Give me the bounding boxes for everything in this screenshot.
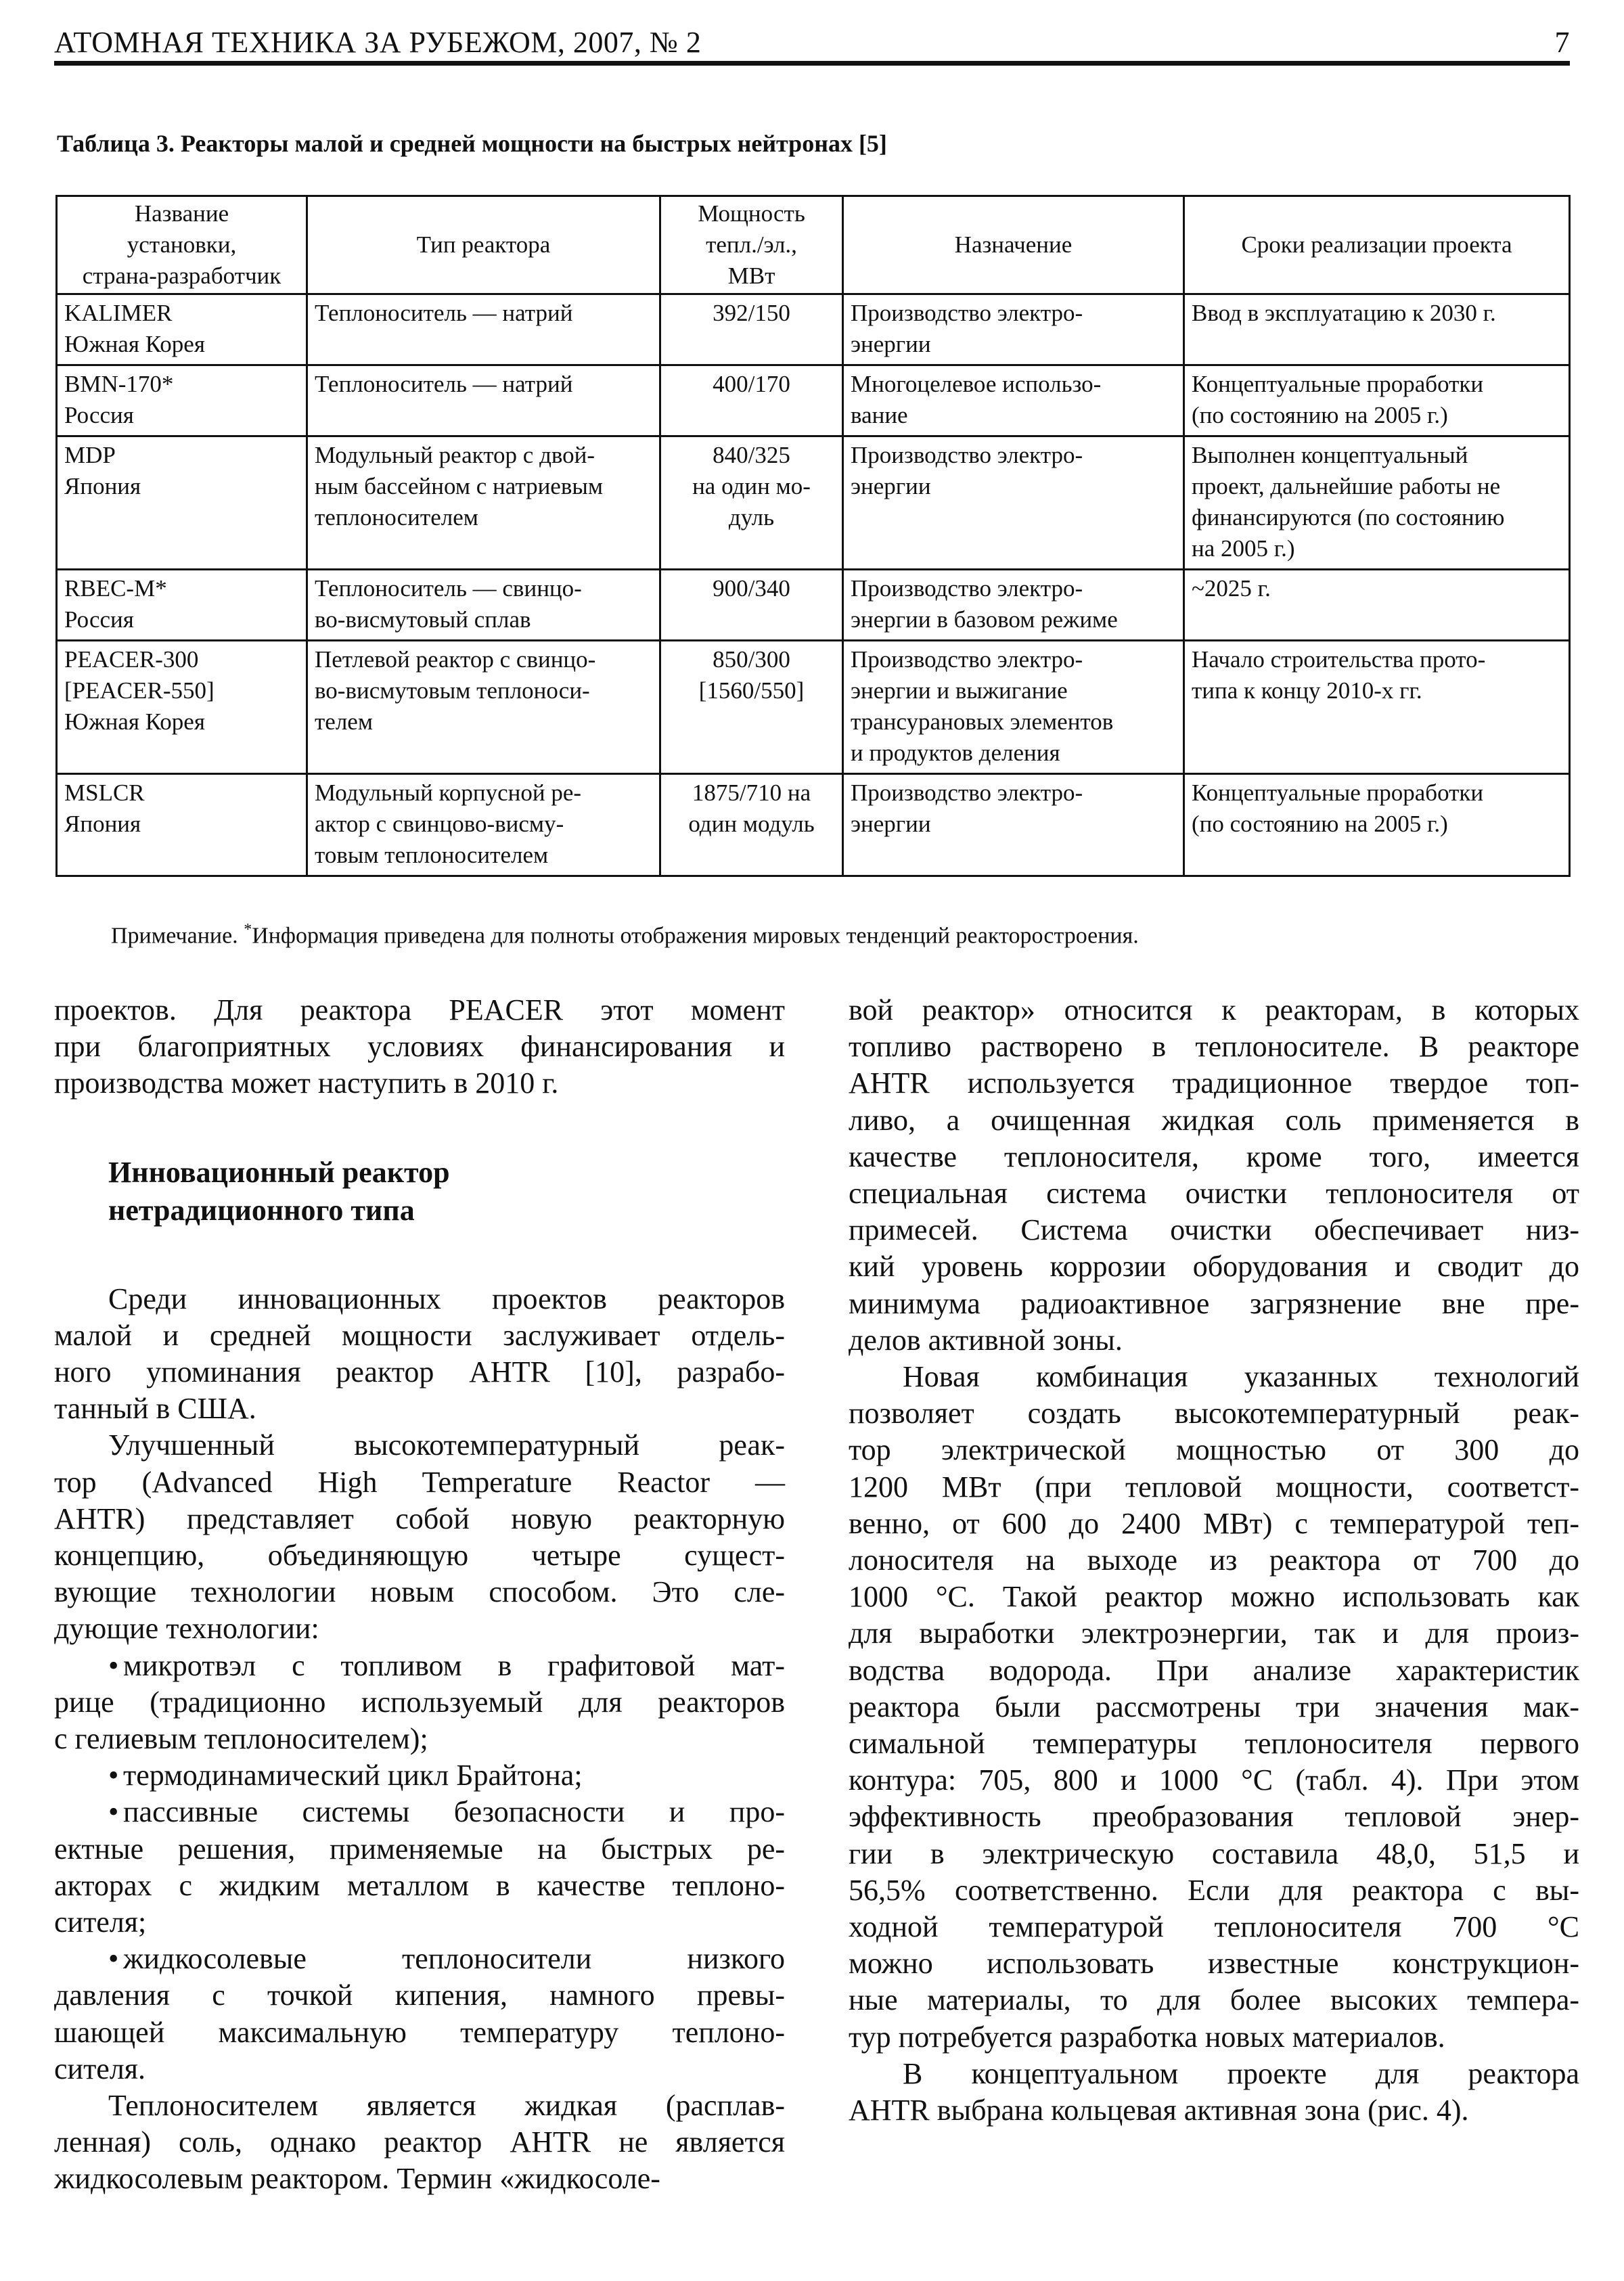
cell-timeline <box>1184 641 1570 774</box>
bullet-text: жидкосолевые теплоносители низкого <box>123 1942 785 1976</box>
cell-line: товым теплоносителем <box>315 842 549 868</box>
cell-line: трансурановых элементов <box>851 708 1114 735</box>
cell-line: 840/325 <box>713 442 790 468</box>
text-line <box>54 1757 785 1794</box>
text-line: минимума радиоактивное загрязнение вне пре- <box>849 1286 1579 1320</box>
text-line: ектные решения, применяемые на быстрых ре- <box>54 1832 785 1866</box>
table-body <box>57 294 1570 876</box>
paragraph-ahtr-intro <box>54 1281 785 1428</box>
table-caption: Таблица 3. Реакторы малой и средней мощности на быстрых нейтронах [5] <box>57 130 887 157</box>
header-purpose <box>843 196 1184 294</box>
bullet-text: термодинамический цикл Брайтона; <box>123 1759 583 1792</box>
table-row <box>57 436 1570 570</box>
text-line: сителя. <box>54 2052 146 2085</box>
paragraph-ahtr-concept <box>54 1427 785 1647</box>
cell-line: PEACER-300 <box>64 646 199 673</box>
text-line: малой и средней мощности заслуживает отдель- <box>54 1318 785 1352</box>
bullet-icon: • <box>108 1759 119 1792</box>
text-line: Улучшенный высокотемпературный реак- <box>108 1428 785 1462</box>
cell-timeline <box>1184 436 1570 570</box>
table-row <box>57 294 1570 365</box>
text-line <box>54 1794 785 1830</box>
text-line: производства может наступить в 2010 г. <box>54 1066 559 1100</box>
note-asterisk: * <box>244 921 252 939</box>
cell-line: Япония <box>64 473 141 499</box>
bullet-item <box>54 1794 785 1941</box>
text-line: специальная система очистки теплоносителя от <box>849 1177 1579 1211</box>
cell-name <box>57 570 307 641</box>
cell-line: Многоцелевое использо- <box>851 371 1102 397</box>
cell-line: Производство электро- <box>851 575 1083 602</box>
cell-line: энергии и выжигание <box>851 677 1068 704</box>
cell-line: Модульный корпусной ре- <box>315 780 582 806</box>
header-line: МВт <box>727 263 775 289</box>
cell-line: типа к концу 2010-х гг. <box>1192 677 1422 704</box>
cell-timeline <box>1184 365 1570 436</box>
cell-line: MSLCR <box>64 780 145 806</box>
cell-line: 1875/710 на <box>692 780 811 806</box>
text-line: В концептуальном проекте для реактора <box>903 2056 1579 2090</box>
table-header-row <box>57 196 1570 294</box>
reactors-table <box>55 195 1571 877</box>
technology-bullet-list <box>54 1648 785 2087</box>
cell-line: один модуль <box>688 811 815 837</box>
cell-name <box>57 365 307 436</box>
bullet-icon: • <box>108 1942 119 1976</box>
cell-line: 392/150 <box>713 300 790 326</box>
header-line: Тип реактора <box>416 231 551 258</box>
text-line: 56,5% соответственно. Если для реактора с вы- <box>849 1873 1579 1907</box>
cell-purpose <box>843 774 1184 876</box>
text-line: AHTR) представляет собой новую реакторную <box>54 1501 785 1535</box>
text-line: с гелиевым теплоносителем); <box>54 1722 428 1756</box>
cell-line: (по состоянию на 2005 г.) <box>1192 811 1448 837</box>
text-line: 1000 °С. Такой реактор можно использовать как <box>849 1580 1579 1614</box>
cell-line: Южная Корея <box>64 331 205 357</box>
text-line: контура: 705, 800 и 1000 °С (табл. 4). При этом <box>849 1763 1579 1797</box>
text-line: позволяет создать высокотемпературный реак- <box>849 1397 1579 1430</box>
cell-line: KALIMER <box>64 300 173 326</box>
heading-line: Инновационный реактор <box>108 1155 450 1189</box>
text-line: эффективность преобразования тепловой энер- <box>849 1800 1579 1834</box>
cell-line: на 2005 г.) <box>1192 535 1295 562</box>
text-line: проектов. Для реактора PEACER этот момент <box>54 993 785 1026</box>
cell-line: RBEC-M* <box>64 575 167 602</box>
cell-line: Россия <box>64 402 134 428</box>
text-line: вой реактор» относится к реакторам, в которых <box>849 993 1579 1026</box>
cell-line: Концептуальные проработки <box>1192 371 1484 397</box>
text-line: AHTR используется традиционное твердое топ- <box>849 1066 1579 1100</box>
cell-line: 900/340 <box>713 575 790 602</box>
text-line: примесей. Система очистки обеспечивает низ- <box>849 1213 1579 1247</box>
cell-line: Теплоноситель — натрий <box>315 300 573 326</box>
note-text: Информация приведена для полноты отображения мировых тенденций реакторостроения. <box>252 923 1139 949</box>
journal-title: АТОМНАЯ ТЕХНИКА ЗА РУБЕЖОМ, 2007, № 2 <box>54 26 702 59</box>
section-heading <box>108 1154 785 1229</box>
cell-line: энергии в базовом режиме <box>851 606 1118 633</box>
text-line: сителя; <box>54 1905 147 1939</box>
text-line: при благоприятных условиях финансирования и <box>54 1030 785 1064</box>
paragraph-annular-core <box>849 2056 1579 2129</box>
cell-power <box>660 774 843 876</box>
cell-name <box>57 436 307 570</box>
text-line: реактора были рассмотрены три значения мак- <box>849 1690 1579 1723</box>
cell-line: Япония <box>64 811 141 837</box>
cell-purpose <box>843 570 1184 641</box>
cell-name <box>57 641 307 774</box>
cell-line: Ввод в эксплуатацию к 2030 г. <box>1192 300 1496 326</box>
cell-line: 400/170 <box>713 371 790 397</box>
paragraph-new-combination <box>849 1359 1579 2056</box>
header-power <box>660 196 843 294</box>
text-line: жидкосолевым реактором. Термин «жидкосоле- <box>54 2162 660 2196</box>
cell-name <box>57 294 307 365</box>
text-line: тур потребуется разработка новых материалов. <box>849 2020 1445 2054</box>
text-line: тор (Advanced High Temperature Reactor — <box>54 1465 785 1499</box>
cell-line: MDP <box>64 442 116 468</box>
text-line: гии в электрическую составила 48,0, 51,5 и <box>849 1836 1579 1870</box>
cell-type <box>307 570 660 641</box>
cell-power <box>660 570 843 641</box>
cell-line: Производство электро- <box>851 442 1083 468</box>
cell-type <box>307 774 660 876</box>
text-line: ного упоминания реактор AHTR [10], разрабо- <box>54 1355 785 1389</box>
bullet-text: микротвэл с топливом в графитовой мат- <box>123 1648 785 1682</box>
header-line: Название <box>134 200 229 227</box>
bullet-icon: • <box>108 1795 119 1829</box>
cell-line: ным бассейном с натриевым <box>315 473 604 499</box>
text-line: качестве теплоносителя, кроме того, имеется <box>849 1139 1579 1173</box>
text-line: давления с точкой кипения, намного превы- <box>54 1979 785 2012</box>
text-line: дующие технологии: <box>54 1612 319 1646</box>
cell-line: Производство электро- <box>851 780 1083 806</box>
text-line <box>54 1941 785 1977</box>
text-line: шающей максимальную температуру теплоно- <box>54 2015 785 2049</box>
text-line: рице (традиционно используемый для реакторов <box>54 1685 785 1719</box>
text-line: венно, от 600 до 2400 МВт) с температурой теп- <box>849 1506 1579 1540</box>
bullet-text: пассивные системы безопасности и про- <box>123 1795 785 1829</box>
text-line: акторах с жидким металлом в качестве теплоно- <box>54 1868 785 1902</box>
cell-power <box>660 294 843 365</box>
cell-timeline <box>1184 570 1570 641</box>
text-line: кий уровень коррозии оборудования и сводит до <box>849 1250 1579 1284</box>
cell-line: Начало строительства прото- <box>1192 646 1486 673</box>
cell-line: 850/300 <box>713 646 790 673</box>
running-head <box>54 19 1570 66</box>
cell-line: Теплоноситель — свинцо- <box>315 575 582 602</box>
paragraph-peacer <box>54 992 785 1102</box>
heading-line: нетрадиционного типа <box>108 1193 415 1227</box>
table-row <box>57 365 1570 436</box>
text-line: Среди инновационных проектов реакторов <box>108 1282 785 1315</box>
header-line: Мощность <box>698 200 805 227</box>
cell-line: теплоносителем <box>315 504 478 530</box>
header-line: установки, <box>127 231 237 258</box>
cell-line: Производство электро- <box>851 646 1083 673</box>
cell-purpose <box>843 641 1184 774</box>
text-line: топливо растворено в теплоносителе. В реакторе <box>849 1030 1579 1064</box>
cell-line: энергии <box>851 331 931 357</box>
cell-line: Концептуальные проработки <box>1192 780 1484 806</box>
bullet-item <box>54 1941 785 2087</box>
cell-line: телем <box>315 708 373 735</box>
left-column <box>54 992 785 2198</box>
table-note <box>111 915 1139 951</box>
text-line: ливо, а очищенная жидкая соль применяется в <box>849 1103 1579 1137</box>
right-column <box>849 992 1579 2129</box>
cell-line: Россия <box>64 606 134 633</box>
cell-purpose <box>843 294 1184 365</box>
cell-power <box>660 641 843 774</box>
cell-type <box>307 436 660 570</box>
table-row <box>57 570 1570 641</box>
header-line: страна-разработчик <box>82 263 281 289</box>
cell-purpose <box>843 365 1184 436</box>
cell-line: (по состоянию на 2005 г.) <box>1192 402 1448 428</box>
cell-line: вание <box>851 402 908 428</box>
text-line: водства водорода. При анализе характеристик <box>849 1653 1579 1687</box>
cell-purpose <box>843 436 1184 570</box>
text-line: Новая комбинация указанных технологий <box>903 1360 1579 1394</box>
text-line: тор электрической мощностью от 300 до <box>849 1433 1579 1467</box>
text-line: AHTR выбрана кольцевая активная зона (рис. 4). <box>849 2094 1469 2127</box>
text-line: для выработки электроэнергии, так и для произ- <box>849 1617 1579 1650</box>
cell-line: Южная Корея <box>64 708 205 735</box>
cell-timeline <box>1184 774 1570 876</box>
text-line: Теплоносителем является жидкая (расплав- <box>108 2089 785 2123</box>
table-row <box>57 774 1570 876</box>
cell-line: актор с свинцово-висму- <box>315 811 564 837</box>
cell-line: Модульный реактор с двой- <box>315 442 595 468</box>
cell-line: финансируются (по состоянию <box>1192 504 1505 530</box>
cell-line: Выполнен концептуальный <box>1192 442 1468 468</box>
cell-line: во-висмутовым теплоноси- <box>315 677 590 704</box>
text-line: лоносителя на выходе из реактора от 700 до <box>849 1543 1579 1577</box>
cell-line: Производство электро- <box>851 300 1083 326</box>
header-reactor-type <box>307 196 660 294</box>
cell-line: на один мо- <box>692 473 811 499</box>
cell-line: Петлевой реактор с свинцо- <box>315 646 596 673</box>
cell-name <box>57 774 307 876</box>
cell-line: и продуктов деления <box>851 740 1060 766</box>
cell-line: Теплоноситель — натрий <box>315 371 573 397</box>
paragraph-molten-salt <box>849 992 1579 1359</box>
header-line: тепл./эл., <box>706 231 797 258</box>
cell-line: дуль <box>728 504 775 530</box>
cell-line: энергии <box>851 811 931 837</box>
cell-line: во-висмутовый сплав <box>315 606 531 633</box>
header-line: Назначение <box>954 231 1073 258</box>
text-line: симальной температуры теплоносителя первого <box>849 1727 1579 1761</box>
cell-type <box>307 294 660 365</box>
cell-power <box>660 436 843 570</box>
cell-power <box>660 365 843 436</box>
cell-line: [PEACER-550] <box>64 677 215 704</box>
cell-line: BMN-170* <box>64 371 174 397</box>
text-line: ленная) соль, однако реактор AHTR не является <box>54 2125 785 2159</box>
cell-timeline <box>1184 294 1570 365</box>
header-name-country <box>57 196 307 294</box>
text-line: танный в США. <box>54 1392 256 1426</box>
cell-line: проект, дальнейшие работы не <box>1192 473 1501 499</box>
paragraph-coolant <box>54 2087 785 2198</box>
text-line: вующие технологии новым способом. Это сле- <box>54 1575 785 1609</box>
text-line: ходной температурой теплоносителя 700 °С <box>849 1910 1579 1944</box>
text-line: ные материалы, то для более высоких темпера- <box>849 1983 1579 2017</box>
bullet-item <box>54 1648 785 1758</box>
cell-line: ~2025 г. <box>1192 575 1271 602</box>
cell-line: [1560/550] <box>698 677 805 704</box>
page-number: 7 <box>1554 26 1570 59</box>
note-label: Примечание. <box>111 923 238 949</box>
bullet-icon: • <box>108 1648 119 1682</box>
header-timeline <box>1184 196 1570 294</box>
bullet-item <box>54 1757 785 1794</box>
text-line <box>54 1648 785 1684</box>
text-line: делов активной зоны. <box>849 1323 1123 1357</box>
text-line: можно использовать известные конструкцион- <box>849 1947 1579 1981</box>
header-line: Сроки реализации проекта <box>1241 231 1512 258</box>
cell-type <box>307 641 660 774</box>
table-row <box>57 641 1570 774</box>
text-line: 1200 МВт (при тепловой мощности, соответст- <box>849 1470 1579 1504</box>
text-line: концепцию, объединяющую четыре сущест- <box>54 1539 785 1573</box>
cell-type <box>307 365 660 436</box>
cell-line: энергии <box>851 473 931 499</box>
